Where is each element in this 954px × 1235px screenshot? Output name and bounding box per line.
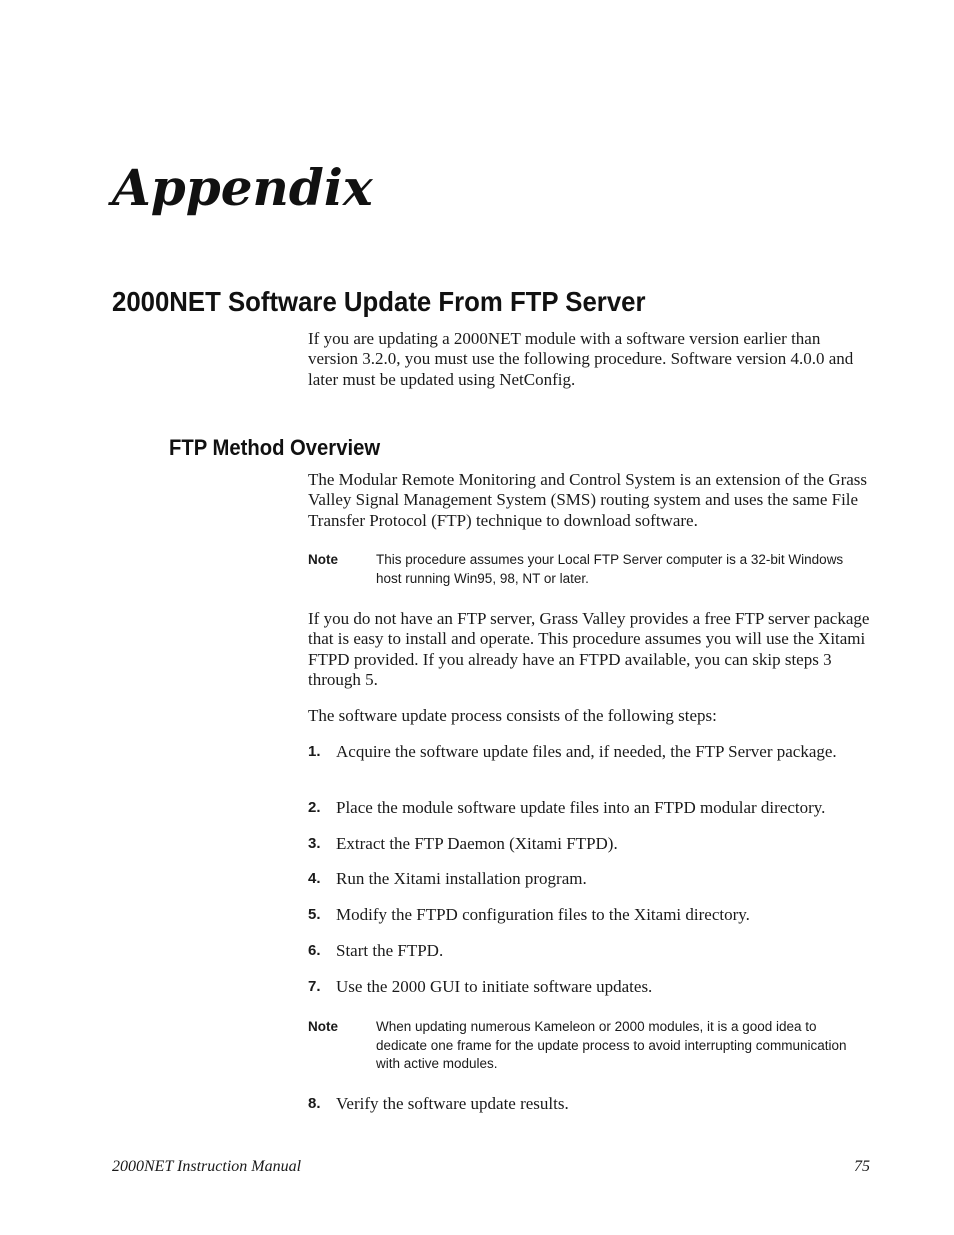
step-text: Extract the FTP Daemon (Xitami FTPD). (336, 834, 618, 853)
ftp-server-paragraph: If you do not have an FTP server, Grass Valley provides a free FTP server package that is easy to install and operate. This procedure assumes you will use the Xitami FTPD provided. If you already have an FTPD available, you can skip steps 3 through 5. (308, 609, 870, 690)
footer-page-number: 75 (854, 1158, 870, 1175)
step-number: 1. (308, 743, 321, 760)
step-number: 2. (308, 799, 321, 816)
step-number: 7. (308, 978, 321, 995)
step-number: 8. (308, 1095, 321, 1112)
subsection-heading: FTP Method Overview (169, 435, 381, 460)
footer-manual-title: 2000NET Instruction Manual (112, 1158, 302, 1175)
step-text: Start the FTPD. (336, 941, 444, 960)
step-text: Modify the FTPD configuration files to the Xitami directory. (336, 905, 750, 924)
section-heading: 2000NET Software Update From FTP Server (112, 286, 646, 317)
note-text: This procedure assumes your Local FTP Server computer is a 32-bit Windows host running Win95, 98, NT or later. (376, 552, 844, 586)
step-number: 5. (308, 906, 321, 923)
step-number: 4. (308, 870, 321, 887)
steps-intro-paragraph: The software update process consists of the following steps: (308, 706, 717, 725)
overview-paragraph: The Modular Remote Monitoring and Control System is an extension of the Grass Valley Signal Management System (SMS) routing system and uses the same File Transfer Protocol (FTP) technique to download software. (308, 470, 868, 530)
step-text: Place the module software update files into an FTPD modular directory. (336, 798, 826, 817)
step-text: Run the Xitami installation program. (336, 869, 587, 888)
step-text: Use the 2000 GUI to initiate software updates. (336, 977, 653, 996)
note-label: Note (308, 552, 338, 567)
step-number: 6. (308, 942, 321, 959)
note-text: When updating numerous Kameleon or 2000 modules, it is a good idea to dedicate one frame for the update process to avoid interrupting communication with active modules. (376, 1019, 847, 1071)
chapter-title: Appendix (112, 158, 373, 217)
step-number: 3. (308, 835, 321, 852)
step-text: Acquire the software update files and, if needed, the FTP Server package. (336, 742, 837, 761)
step-text: Verify the software update results. (336, 1094, 569, 1113)
note-label: Note (308, 1019, 338, 1034)
section-intro-paragraph: If you are updating a 2000NET module with a software version earlier than version 3.2.0, you must use the following procedure. Software version 4.0.0 and later must be updated using NetConfig. (308, 329, 854, 389)
